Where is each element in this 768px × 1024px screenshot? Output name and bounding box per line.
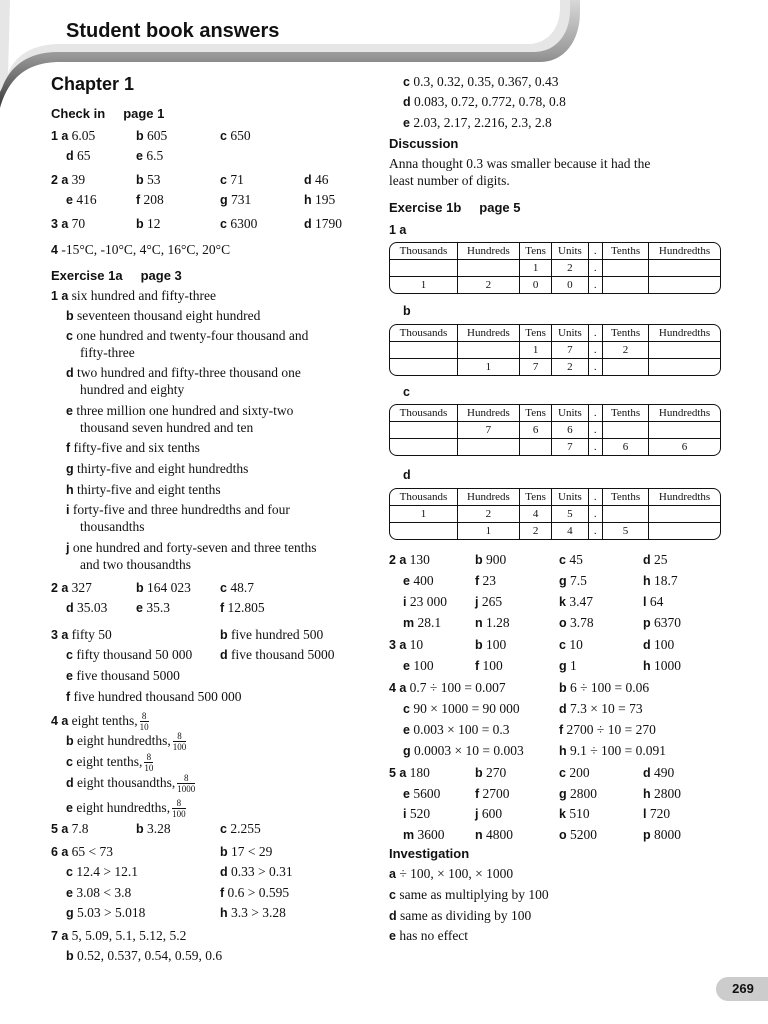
ex1b-q2-d: d 25 [643, 552, 668, 567]
ex1b-q2-f: f 23 [475, 573, 497, 588]
page-number: 269 [716, 977, 768, 1001]
pv-header-cell: Hundreds [457, 243, 519, 260]
pv-cell: . [588, 342, 602, 359]
pv-cell [390, 422, 457, 439]
pv-cell: 2 [552, 260, 588, 277]
pv-header-cell: Thousands [390, 325, 457, 342]
pv-header-cell: Hundredths [649, 489, 720, 506]
pv-cell [649, 422, 720, 439]
ex1b-q2-l: l 64 [643, 594, 664, 609]
pv-header-cell: . [588, 243, 602, 260]
pv-cell: 1 [519, 342, 551, 359]
ex1a-q2: 2 a 327 [51, 580, 92, 595]
ex1b-q2-a: 2 a 130 [389, 552, 430, 567]
ex1b-q5-k: k 510 [559, 806, 590, 821]
ex1b-q5-n: n 4800 [475, 826, 514, 842]
pv-cell: 7 [552, 439, 588, 456]
discussion-heading: Discussion [389, 136, 459, 151]
place-value-table-a [389, 242, 721, 294]
ex1b-q4-h: h 9.1 ÷ 100 = 0.091 [559, 743, 667, 758]
pv-cell: 1 [390, 506, 457, 523]
pv-header-cell: Units [552, 489, 588, 506]
pv-header-cell: Tens [519, 489, 551, 506]
pv-cell [649, 260, 720, 277]
pv-cell: . [588, 260, 602, 277]
exercise-1b-heading: Exercise 1b page 5 [389, 200, 521, 215]
pv-header-cell: Hundredths [649, 325, 720, 342]
pv-header-cell: Thousands [390, 489, 457, 506]
pv-cell: 2 [602, 342, 648, 359]
pv-cell [649, 342, 720, 359]
ex1b-q3-h: h 1000 [643, 658, 682, 673]
pv-header-cell: Hundreds [457, 405, 519, 422]
pv-cell [602, 506, 648, 523]
ex1b-q4-c: c 90 × 1000 = 90 000 [403, 701, 520, 716]
pv-cell [602, 260, 648, 277]
ex1a-q1a: 1 a six hundred and fifty-three [51, 288, 216, 303]
ex1b-q2-e: e 400 [403, 573, 434, 588]
ex1b-q2-h: h 18.7 [643, 573, 678, 588]
place-value-grid [390, 325, 720, 375]
pv-header-cell: Tenths [602, 325, 648, 342]
ex1b-q5-a: 5 a 180 [389, 765, 430, 780]
pv-cell: . [588, 422, 602, 439]
check-in-q3: 3 a 70 [51, 216, 86, 231]
ex1b-q2-g: g 7.5 [559, 573, 587, 588]
pv-cell: 5 [602, 523, 648, 540]
ex1b-q5-b: b 270 [475, 765, 507, 780]
pv-header-cell: Tenths [602, 405, 648, 422]
pv-cell: 7 [552, 342, 588, 359]
ex1b-q2-n: n 1.28 [475, 615, 510, 630]
ex1b-q2-b: b 900 [475, 552, 507, 567]
ex1a-q5: 5 a 7.8 [51, 821, 89, 836]
pv-header-cell: Units [552, 405, 588, 422]
pv-cell [390, 439, 457, 456]
check-in-q1-row1: 1 a 6.05 [51, 128, 96, 143]
ex1b-q2-k: k 3.47 [559, 594, 593, 609]
pv-cell: . [588, 506, 602, 523]
investigation-heading: Investigation [389, 846, 470, 861]
pv-header-cell: Tenths [602, 489, 648, 506]
ex1b-q3-c: c 10 [559, 637, 583, 652]
ex1b-q2-j: j 265 [475, 594, 503, 609]
pv-header-cell: Units [552, 325, 588, 342]
pv-cell: 2 [552, 359, 588, 376]
pv-cell [457, 342, 519, 359]
pv-cell [649, 277, 720, 294]
page-header-title: Student book answers [66, 20, 280, 42]
pv-cell: . [588, 359, 602, 376]
pv-header-cell: Thousands [390, 243, 457, 260]
pv-cell: 6 [602, 439, 648, 456]
ex1b-q2-i: i 23 000 [403, 594, 447, 609]
ex1b-q5-m: m 3600 [403, 826, 445, 842]
pv-header-cell: Units [552, 243, 588, 260]
pv-cell: 6 [681, 441, 688, 453]
pv-header-cell: Hundreds [457, 489, 519, 506]
pv-cell [602, 359, 648, 376]
check-in-q2: 2 a 39 [51, 172, 86, 187]
place-value-table-d [389, 488, 721, 540]
pv-cell [457, 260, 519, 277]
ex1b-q2-o: o 3.78 [559, 615, 594, 630]
ex1b-q4-b: b 6 ÷ 100 = 0.06 [559, 680, 650, 695]
ex1b-q5-i: i 520 [403, 806, 431, 821]
pv-cell [390, 359, 457, 376]
pv-cell: 5 [552, 506, 588, 523]
pv-cell: . [588, 439, 602, 456]
exercise-1a-heading: Exercise 1a page 3 [51, 268, 182, 283]
discussion-text-1: Anna thought 0.3 was smaller because it had the [389, 156, 651, 171]
pv-cell [390, 342, 457, 359]
pv-header-cell: Tens [519, 405, 551, 422]
pv-cell [649, 359, 720, 376]
ex1b-q2-c: c 45 [559, 552, 583, 567]
check-in-q4: 4 -15°C, -10°C, 4°C, 16°C, 20°C [51, 242, 231, 257]
ex1b-q5-f: f 2700 [475, 785, 510, 801]
pv-cell: 7 [457, 422, 519, 439]
ex1b-q4-e: e 0.003 × 100 = 0.3 [403, 722, 510, 737]
ex1b-q4-d: d 7.3 × 10 = 73 [559, 701, 643, 716]
pv-header-cell: Hundredths [649, 405, 720, 422]
ex1b-q4-a: 4 a 0.7 ÷ 100 = 0.007 [389, 680, 506, 695]
pv-cell: 7 [519, 359, 551, 376]
pv-cell: 1 [457, 523, 519, 540]
ex1b-q3-a: 3 a 10 [389, 637, 424, 652]
ex1b-q5-j: j 600 [475, 806, 503, 821]
check-in-heading: Check in page 1 [51, 106, 165, 121]
pv-header-cell: Hundreds [457, 325, 519, 342]
ex1b-q2-p: p 6370 [643, 615, 682, 630]
ex1b-q5-p: p 8000 [643, 826, 682, 842]
pv-cell [649, 506, 720, 523]
pv-header-cell: Tenths [602, 243, 648, 260]
pv-header-cell: Hundredths [649, 243, 720, 260]
pv-header-cell: Tens [519, 243, 551, 260]
place-value-grid [390, 243, 720, 293]
pv-header-cell: . [588, 489, 602, 506]
ex1b-q3-b: b 100 [475, 637, 507, 652]
place-value-table-c [389, 404, 721, 456]
ex1a-q4a: 4 a eight tenths, $\frac{8}{10}$ [51, 711, 149, 733]
pv-cell [457, 439, 519, 456]
ex1b-q4-g: g 0.0003 × 10 = 0.003 [403, 743, 524, 758]
ex1b-q3-d: d 100 [643, 637, 675, 652]
ex1b-q4-f: f 2700 ÷ 10 = 270 [559, 722, 656, 737]
pv-cell: 1 [390, 277, 457, 294]
ex1b-q5-e: e 5600 [403, 785, 441, 801]
pv-cell: 2 [457, 277, 519, 294]
pv-cell: 6 [552, 422, 588, 439]
ex1b-q5-d: d 490 [643, 765, 675, 780]
place-value-table-b [389, 324, 721, 376]
ex1b-q5-c: c 200 [559, 765, 590, 780]
pv-cell: 0 [519, 277, 551, 294]
discussion-text-2: least number of digits. [389, 173, 510, 188]
pv-cell [390, 260, 457, 277]
pv-header-cell: Thousands [390, 405, 457, 422]
ex1b-q3-f: f 100 [475, 658, 503, 673]
ex1b-q3-g: g 1 [559, 658, 577, 673]
chapter-title: Chapter 1 [51, 74, 135, 94]
pv-cell: 0 [552, 277, 588, 294]
pv-cell: 1 [457, 359, 519, 376]
pv-cell [390, 523, 457, 540]
pv-cell: 4 [552, 523, 588, 540]
pv-cell [602, 422, 648, 439]
ex1b-q5-l: l 720 [643, 806, 671, 821]
ex1b-q3-e: e 100 [403, 658, 434, 673]
ex1b-q2-m: m 28.1 [403, 615, 442, 630]
pv-header-cell: . [588, 405, 602, 422]
pv-cell: . [588, 523, 602, 540]
pv-cell: 2 [457, 506, 519, 523]
ex1b-q5-o: o 5200 [559, 826, 598, 842]
pv-cell [602, 277, 648, 294]
place-value-grid [390, 405, 720, 455]
pv-cell: 4 [519, 506, 551, 523]
ex1a-q7a: 7 a 5, 5.09, 5.1, 5.12, 5.2 [51, 928, 187, 943]
pv-header-cell: . [588, 325, 602, 342]
pv-cell: . [588, 277, 602, 294]
place-value-grid [390, 489, 720, 539]
ex1a-q3: 3 a fifty 50 [51, 627, 112, 642]
ex1a-q6: 6 a 65 < 73 [51, 844, 114, 859]
ex1b-q5-g: g 2800 [559, 785, 598, 801]
pv-cell: 2 [519, 523, 551, 540]
pv-cell [519, 439, 551, 456]
pv-cell: 1 [519, 260, 551, 277]
ex1b-q5-h: h 2800 [643, 785, 682, 801]
pv-cell [649, 523, 720, 540]
pv-cell: 6 [519, 422, 551, 439]
ex1a-q7c: c 0.3, 0.32, 0.35, 0.367, 0.43 [403, 74, 559, 89]
pv-header-cell: Tens [519, 325, 551, 342]
